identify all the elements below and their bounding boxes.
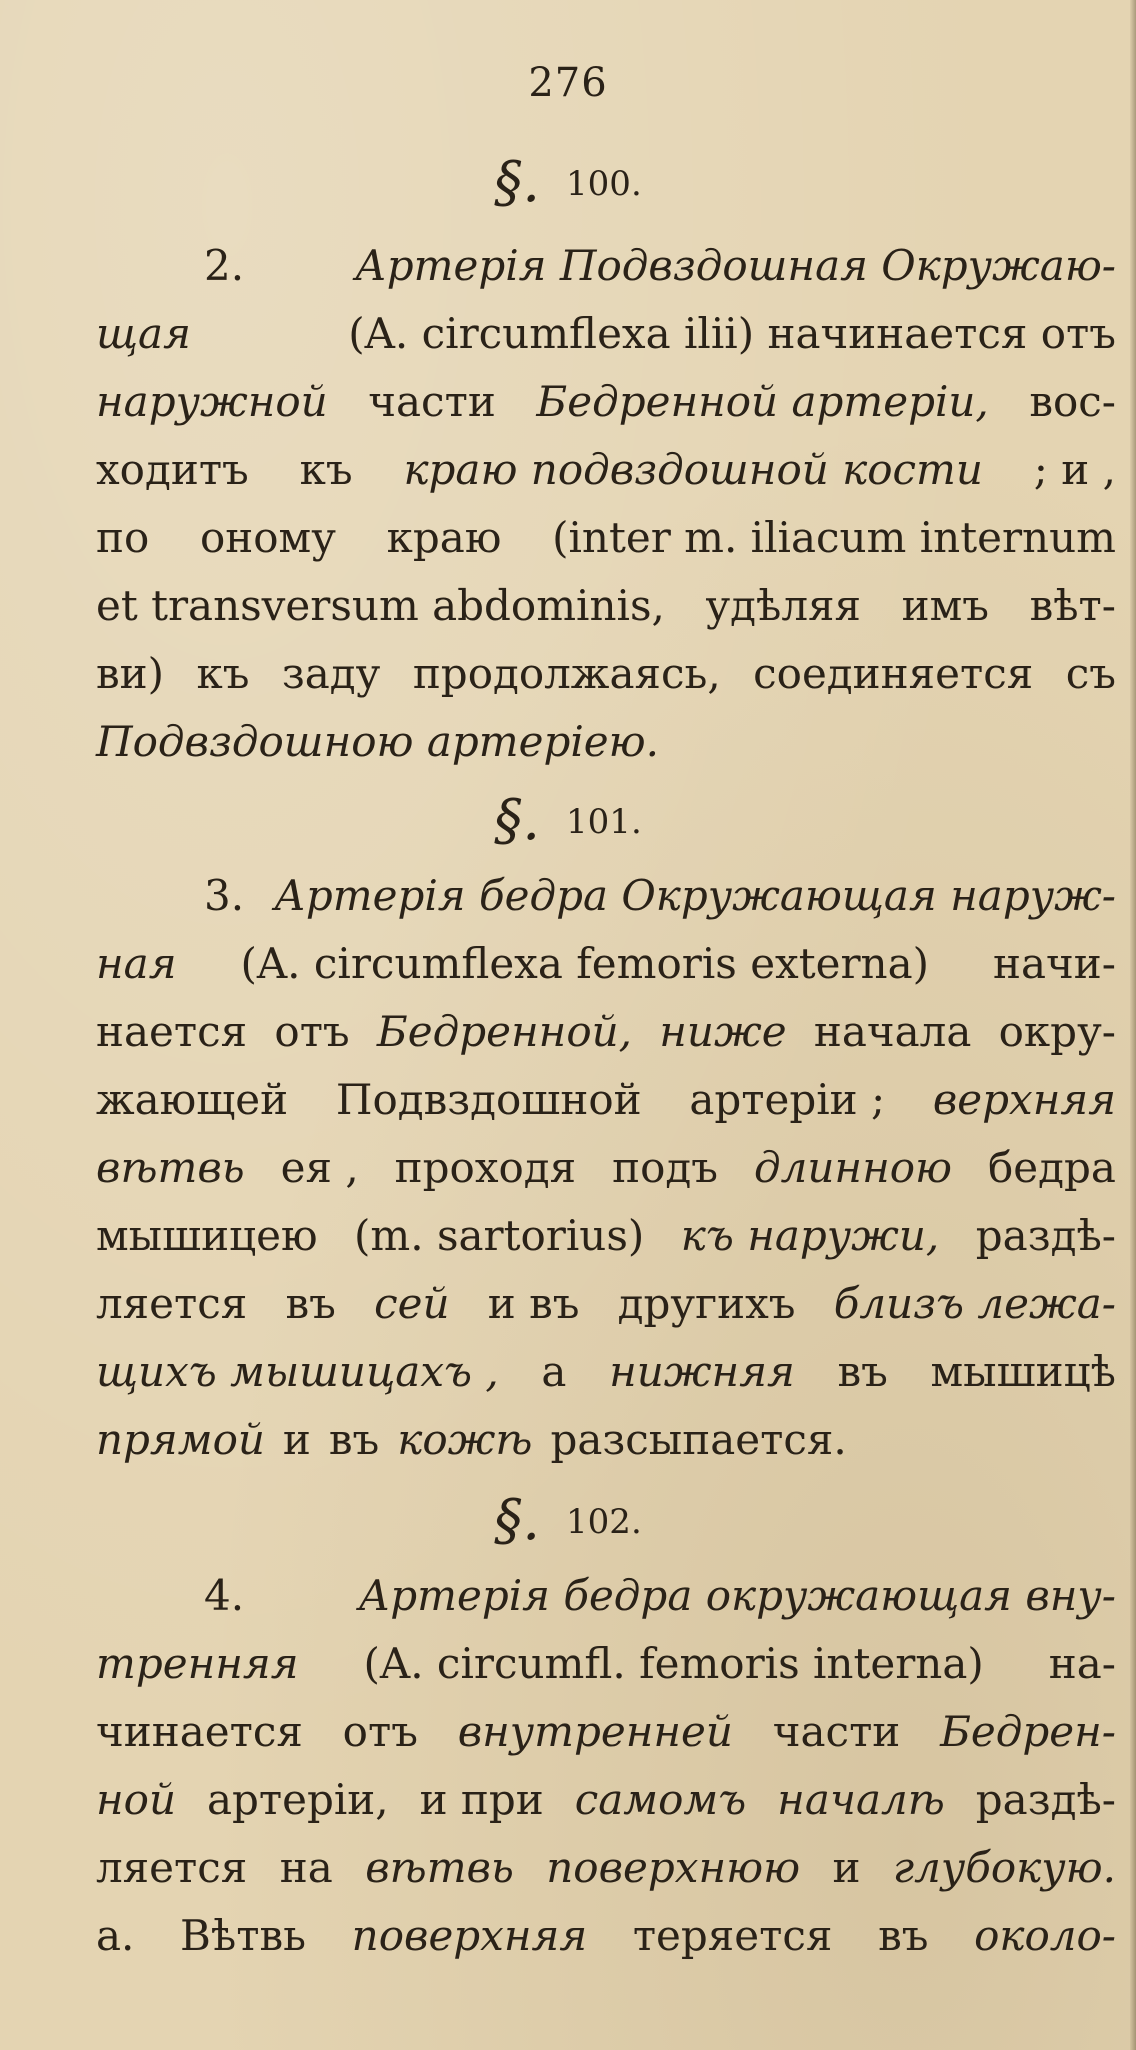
text-run: окру- <box>998 1007 1116 1056</box>
term-italic: Артерія Подвздошная Окружаю- <box>354 241 1116 290</box>
text-run: (A. circumfl. femoris interna) <box>363 1639 984 1688</box>
text-run: раздѣ- <box>975 1211 1116 1260</box>
text-line <box>96 998 1116 1066</box>
term-italic: самомъ <box>574 1775 747 1824</box>
term-italic: Артерія бедра Окружающая наруж- <box>274 871 1116 920</box>
item-number: 4. <box>204 1571 245 1620</box>
text-run: на- <box>1048 1639 1116 1688</box>
text-line <box>96 640 1116 708</box>
text-run: ви) <box>96 649 165 698</box>
section-symbol: §. <box>494 150 541 215</box>
item-number: 3. <box>204 871 245 920</box>
text-line <box>96 572 1116 640</box>
text-run: (m. sartorius) <box>354 1211 645 1260</box>
text-run: бедра <box>988 1143 1116 1192</box>
text-line <box>96 708 1116 776</box>
text-run: къ <box>196 649 250 698</box>
text-line <box>96 1134 1116 1202</box>
term-italic: Бедренной артеріи, <box>536 377 989 426</box>
text-run: подъ <box>612 1143 719 1192</box>
text-run: чинается <box>96 1707 303 1756</box>
text-run: начи- <box>992 939 1116 988</box>
text-run: въ <box>285 1279 336 1328</box>
term-italic: сей <box>374 1279 450 1328</box>
text-line <box>96 1406 1116 1474</box>
text-run: части <box>368 377 496 426</box>
term-italic: къ наружи, <box>680 1211 940 1260</box>
paragraph-section-102 <box>96 1562 1116 1970</box>
text-run: съ <box>1065 649 1116 698</box>
term-italic: верхняя <box>932 1075 1116 1124</box>
text-run: въ <box>328 1415 380 1464</box>
text-run: имъ <box>901 581 989 630</box>
text-line <box>96 1270 1116 1338</box>
text-run: a. <box>96 1911 135 1960</box>
text-run: въ <box>878 1911 929 1960</box>
text-run: мышицею <box>96 1211 318 1260</box>
term-italic: ной <box>96 1775 177 1824</box>
text-run: проходя <box>394 1143 577 1192</box>
text-run: Подвздошной <box>335 1075 642 1124</box>
item-number: 2. <box>204 241 245 290</box>
text-run: отъ <box>342 1707 418 1756</box>
text-run: удѣляя <box>705 581 862 630</box>
section-number: 101. <box>566 802 642 842</box>
term-italic: Бедренной, <box>376 1007 633 1056</box>
text-line <box>96 232 1116 300</box>
text-run: по <box>96 513 150 562</box>
text-run: мышицѣ <box>930 1347 1116 1396</box>
text-run: и въ <box>487 1279 580 1328</box>
text-run: вос- <box>1029 377 1116 426</box>
text-run: (A. circumflexa femoris externa) <box>240 939 930 988</box>
text-run: теряется <box>632 1911 833 1960</box>
term-italic: глубокую. <box>892 1843 1116 1892</box>
text-run: et transversum abdominis, <box>96 581 665 630</box>
text-run: нается <box>96 1007 248 1056</box>
text-run: вѣт- <box>1029 581 1116 630</box>
term-italic: около- <box>974 1911 1116 1960</box>
section-symbol: §. <box>494 788 541 853</box>
text-run: начала <box>813 1007 972 1056</box>
text-run: артеріи, <box>206 1775 389 1824</box>
term-italic: Бедрен- <box>940 1707 1116 1756</box>
section-symbol: §. <box>494 1488 541 1553</box>
term-italic: краю подвздошной кости <box>403 445 983 494</box>
term-italic: нижняя <box>609 1347 795 1396</box>
text-run: соединяется <box>753 649 1034 698</box>
term-italic: поверхняя <box>351 1911 588 1960</box>
text-run: и <box>282 1415 311 1464</box>
text-run: продолжаясь, <box>412 649 721 698</box>
text-run: жающей <box>96 1075 289 1124</box>
text-run: оному <box>199 513 336 562</box>
text-run: и <box>832 1843 861 1892</box>
term-italic: тренняя <box>96 1639 299 1688</box>
term-italic: вѣтвь <box>365 1843 514 1892</box>
paragraph-section-101 <box>96 862 1116 1474</box>
term-italic: прямой <box>96 1415 265 1464</box>
term-italic: вѣтвь <box>96 1143 245 1192</box>
text-line <box>96 930 1116 998</box>
section-heading-100 <box>0 150 1136 215</box>
text-run: разсыпается. <box>550 1415 847 1464</box>
section-heading-102 <box>0 1488 1136 1553</box>
text-run: артеріи ; <box>689 1075 886 1124</box>
page-number: 276 <box>528 60 608 106</box>
term-italic: началѣ <box>777 1775 945 1824</box>
text-run: Вѣтвь <box>180 1911 306 1960</box>
section-number: 100. <box>566 164 642 204</box>
text-run: заду <box>281 649 381 698</box>
text-line <box>96 368 1116 436</box>
text-run: на <box>279 1843 333 1892</box>
text-line <box>96 1338 1116 1406</box>
text-run: ляется <box>96 1279 248 1328</box>
text-line <box>96 1698 1116 1766</box>
term-italic: ниже <box>659 1007 787 1056</box>
text-run: отъ <box>274 1007 350 1056</box>
text-line <box>96 504 1116 572</box>
section-number: 102. <box>566 1502 642 1542</box>
text-run: въ <box>837 1347 888 1396</box>
text-line <box>96 1902 1116 1970</box>
text-line <box>96 1066 1116 1134</box>
text-run: части <box>772 1707 901 1756</box>
term-italic: ная <box>96 939 177 988</box>
text-run: къ <box>299 445 353 494</box>
text-run: и при <box>419 1775 544 1824</box>
term-italic: кожѣ <box>397 1415 533 1464</box>
term-italic: Артерія бедра окружающая вну- <box>358 1571 1116 1620</box>
term-italic: щая <box>96 309 191 358</box>
text-run: а <box>541 1347 567 1396</box>
text-line <box>96 1562 1116 1630</box>
text-run: другихъ <box>617 1279 796 1328</box>
text-line <box>96 1834 1116 1902</box>
text-run: (inter m. iliacum internum <box>552 513 1116 562</box>
text-run: ; и , <box>1033 445 1116 494</box>
paragraph-section-100 <box>96 232 1116 776</box>
term-italic: длинною <box>754 1143 953 1192</box>
term-italic: щихъ мышицахъ , <box>96 1347 499 1396</box>
page-edge-shadow <box>1130 0 1136 2050</box>
text-line <box>96 1202 1116 1270</box>
term-italic: близъ лежа- <box>833 1279 1116 1328</box>
text-run: ходитъ <box>96 445 249 494</box>
text-run: краю <box>386 513 502 562</box>
term-italic: Подвздошною артеріею. <box>96 717 659 766</box>
text-line <box>96 1766 1116 1834</box>
section-heading-101 <box>0 788 1136 853</box>
text-run: раздѣ- <box>975 1775 1116 1824</box>
text-line <box>96 436 1116 504</box>
term-italic: внутренней <box>457 1707 733 1756</box>
term-italic: поверхнюю <box>546 1843 801 1892</box>
text-run: (A. circumflexa ilii) начинается отъ <box>348 309 1116 358</box>
text-run: ляется <box>96 1843 248 1892</box>
text-line <box>96 300 1116 368</box>
text-line <box>96 862 1116 930</box>
text-run: ея , <box>280 1143 359 1192</box>
term-italic: наружной <box>96 377 328 426</box>
text-line <box>96 1630 1116 1698</box>
